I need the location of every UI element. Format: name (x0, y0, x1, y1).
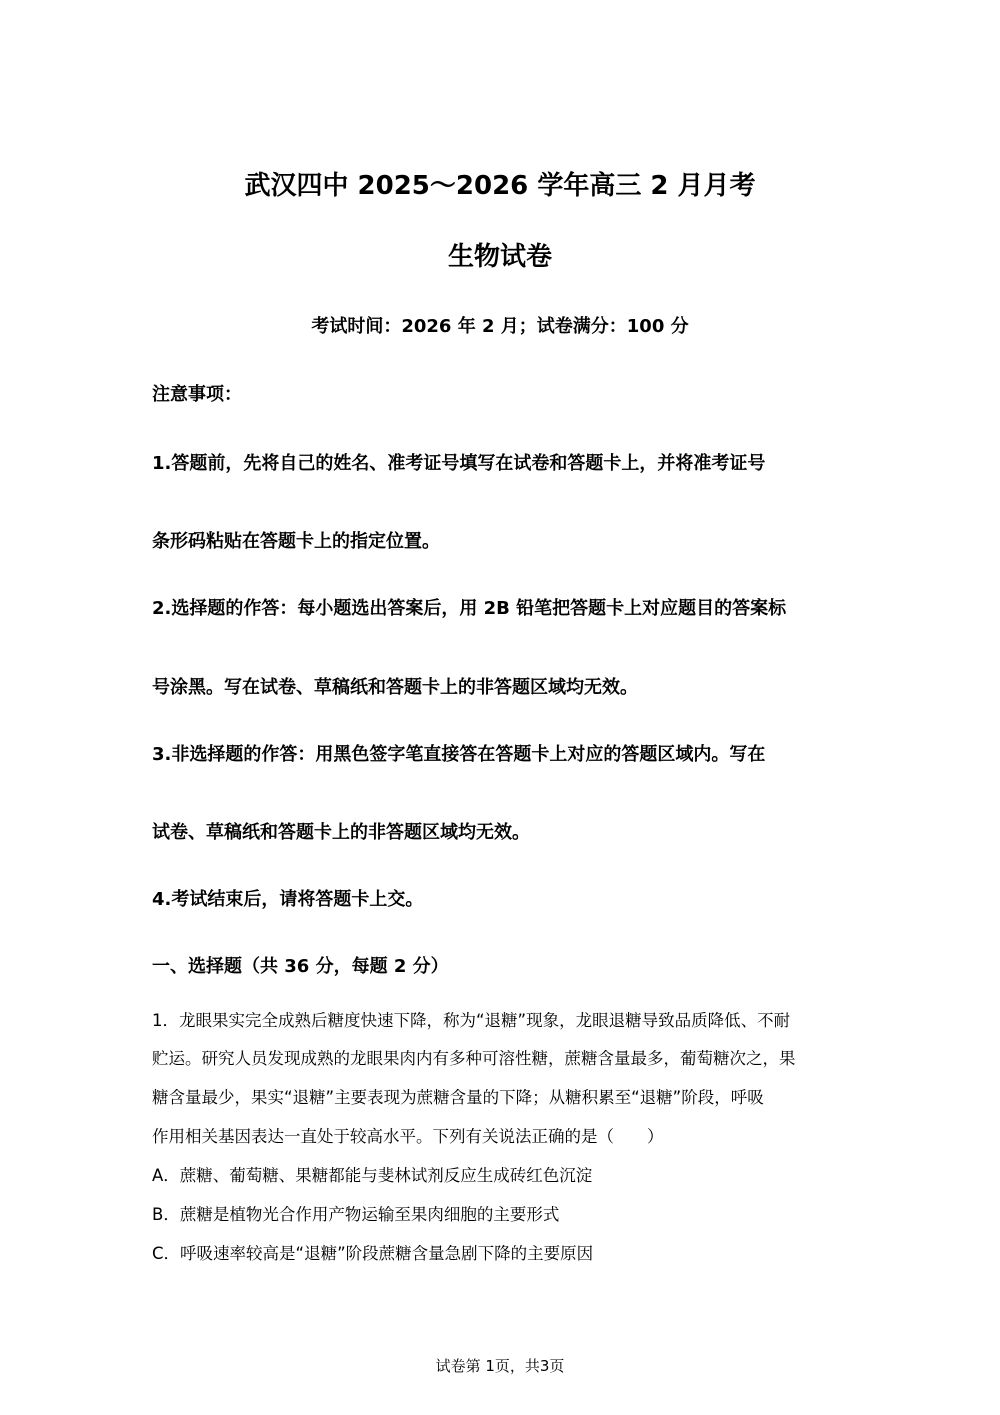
question-stem-line: 糖含量最少，果实“退糖”主要表现为蔗糖含量的下降；从糖积累至“退糖”阶段，呼吸 (152, 1088, 764, 1107)
question-stem-line: 贮运。研究人员发现成熟的龙眼果肉内有多种可溶性糖，蔗糖含量最多，葡萄糖次之，果 (152, 1049, 796, 1068)
notes-line: 试卷、草稿纸和答题卡上的非答题区域均无效。 (152, 822, 530, 843)
notes-line: 号涂黑。写在试卷、草稿纸和答题卡上的非答题区域均无效。 (152, 677, 638, 698)
page-footer: 试卷第 1页，共3页 (435, 1357, 565, 1375)
option-c: C．呼吸速率较高是“退糖”阶段蔗糖含量急剧下降的主要原因 (152, 1244, 594, 1263)
option-b: B．蔗糖是植物光合作用产物运输至果肉细胞的主要形式 (152, 1205, 560, 1224)
option-a: A．蔗糖、葡萄糖、果糖都能与斐林试剂反应生成砖红色沉淀 (152, 1166, 593, 1185)
subject-title: 生物试卷 (447, 242, 552, 272)
notes-line: 3.非选择题的作答：用黑色签字笔直接答在答题卡上对应的答题区域内。写在 (152, 744, 766, 765)
section-heading: 一、选择题（共 36 分，每题 2 分） (152, 956, 449, 977)
question-stem-line: 作用相关基因表达一直处于较高水平。下列有关说法正确的是（ ） (152, 1127, 664, 1146)
notes-line: 2.选择题的作答：每小题选出答案后，用 2B 铅笔把答题卡上对应题目的答案标 (152, 598, 787, 619)
notes-heading: 注意事项： (152, 384, 242, 405)
question-stem-line: 1．龙眼果实完全成熟后糖度快速下降，称为“退糖”现象，龙眼退糖导致品质降低、不耐 (152, 1011, 791, 1030)
notes-line: 4.考试结束后，请将答题卡上交。 (152, 889, 424, 910)
exam-info: 考试时间：2026 年 2 月；试卷满分：100 分 (311, 316, 689, 337)
notes-line: 条形码粘贴在答题卡上的指定位置。 (152, 531, 440, 552)
exam-title: 武汉四中 2025～2026 学年高三 2 月月考 (244, 171, 756, 201)
notes-line: 1.答题前，先将自己的姓名、准考证号填写在试卷和答题卡上，并将准考证号 (152, 453, 766, 474)
